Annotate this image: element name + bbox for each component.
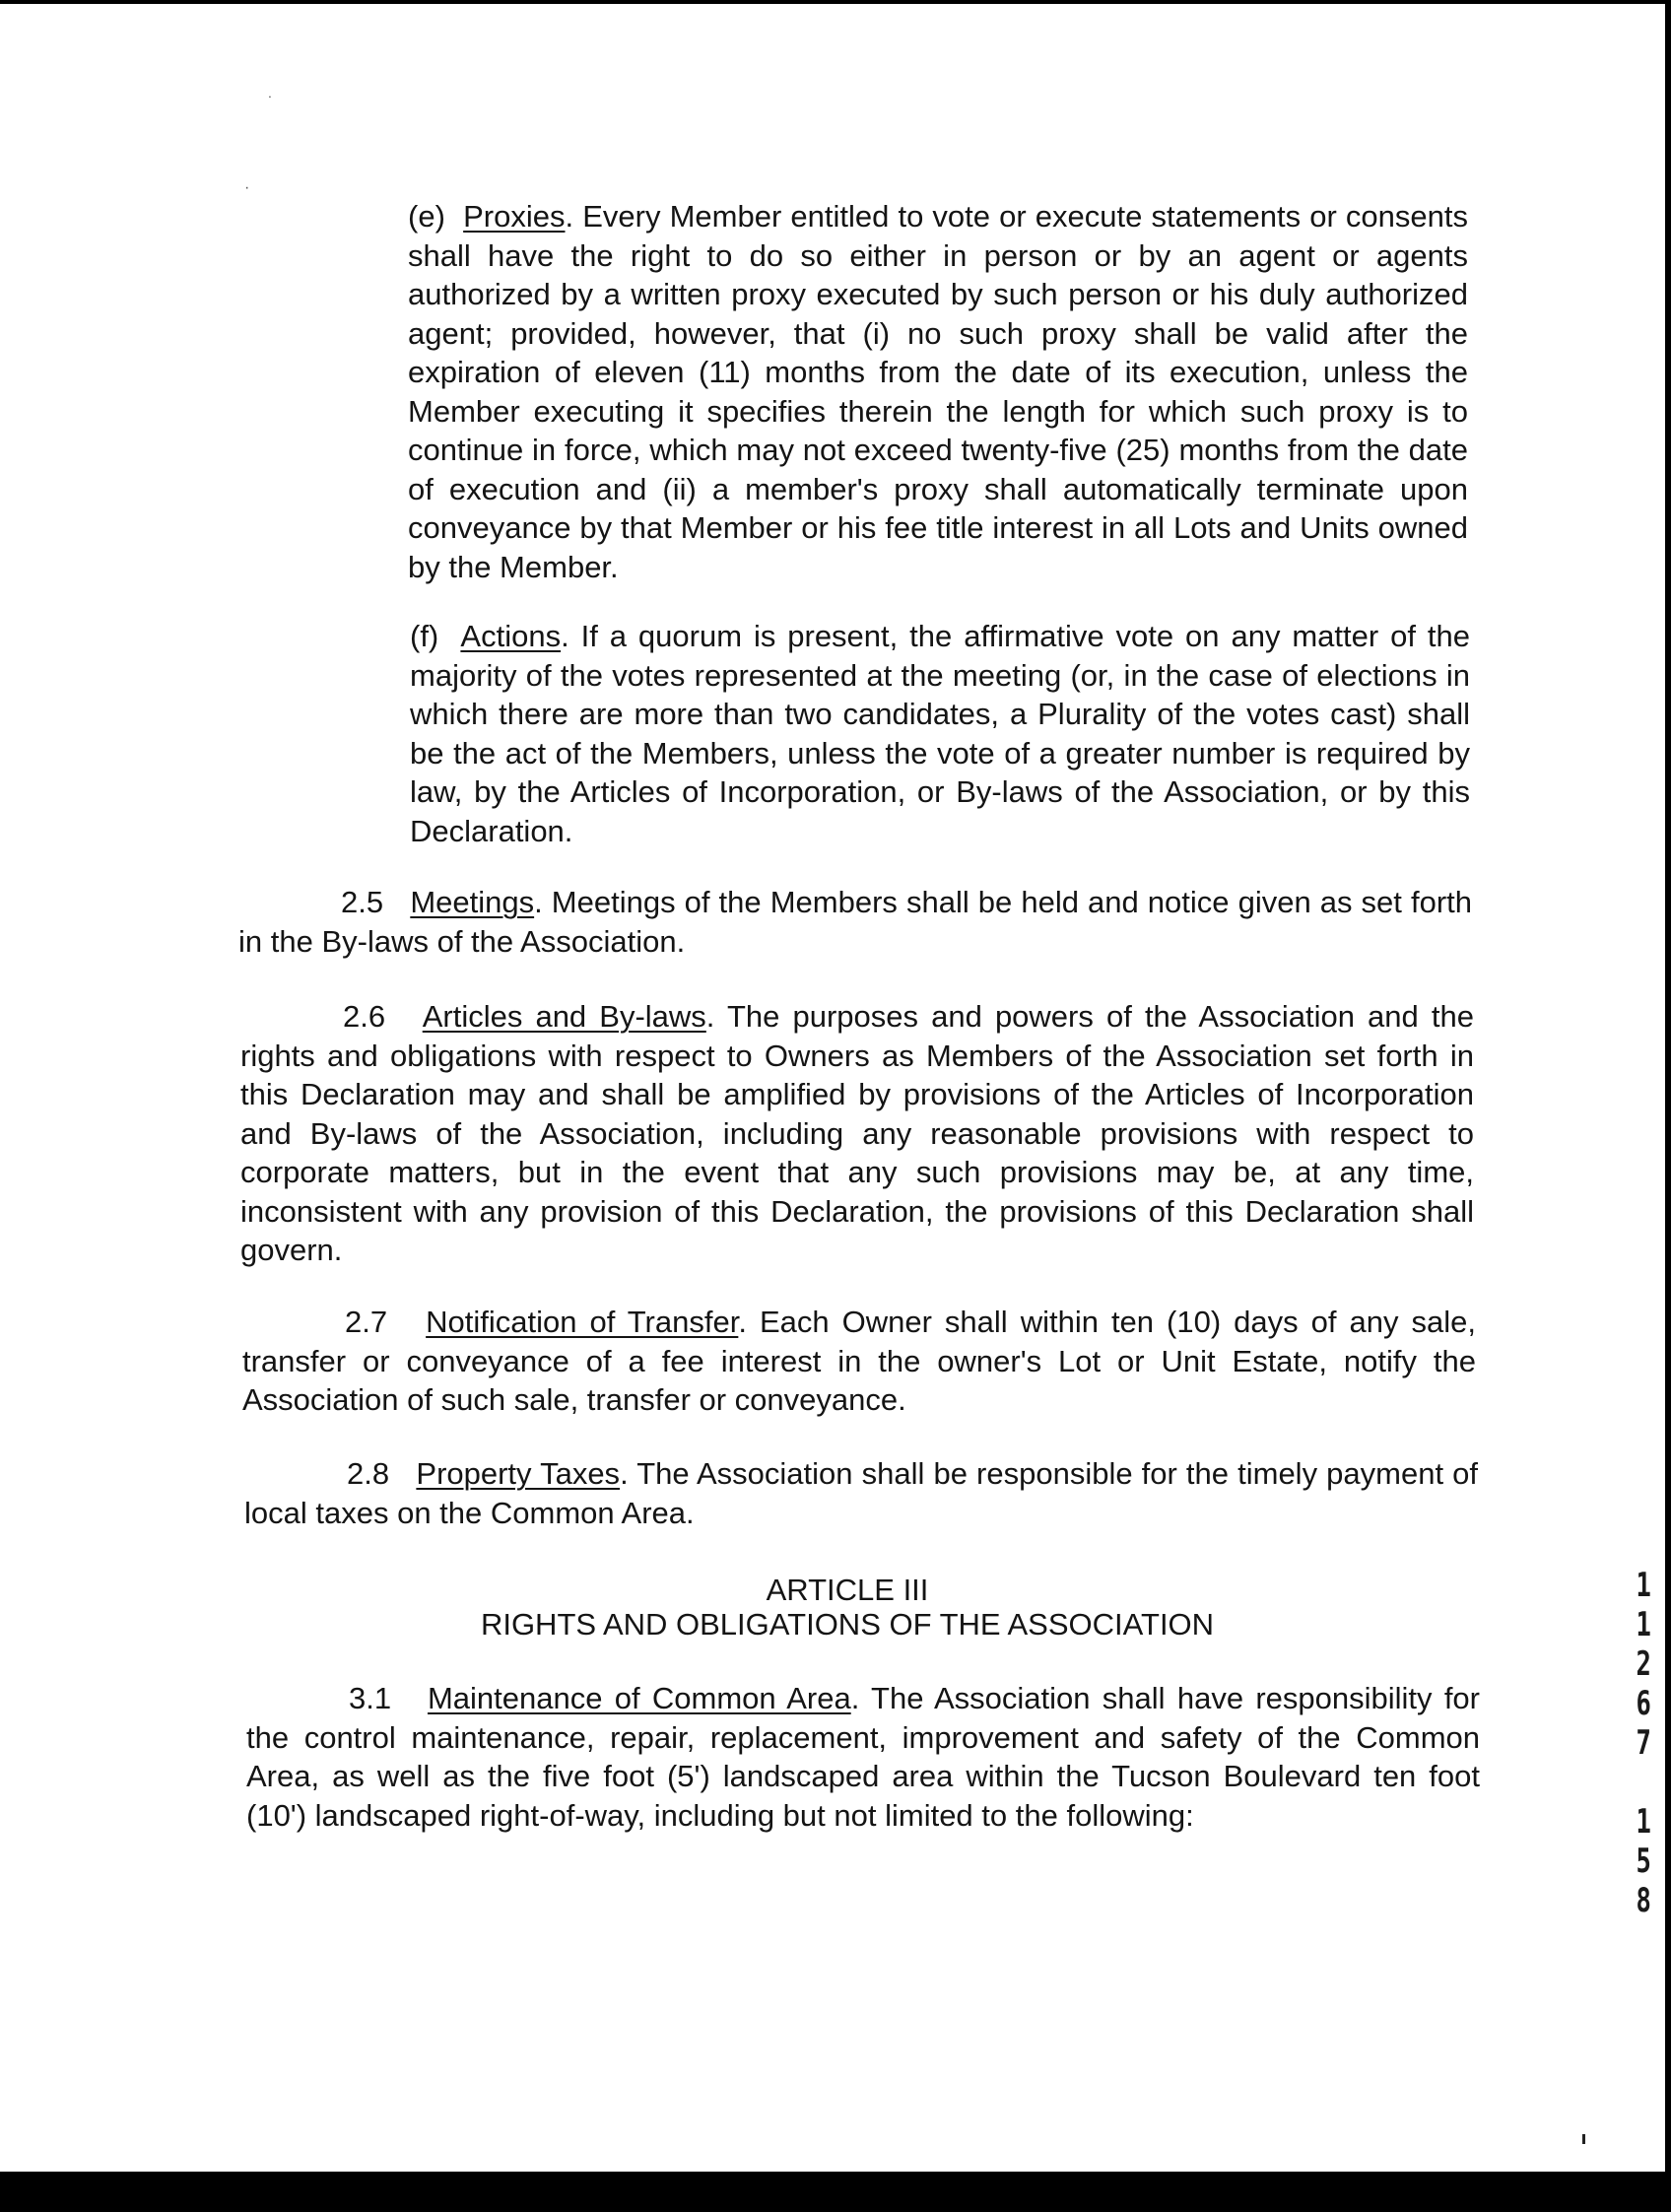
stamp-digit: 1 bbox=[1636, 1802, 1651, 1842]
section-3-1-number: 3.1 bbox=[349, 1681, 392, 1715]
section-f-text: . If a quorum is present, the affirmative vote on any matter of the majority of the votes represented at the meeting (or, in the case of elections in which there are more than two candidates, a Plurality of the votes cast) shall be the act of the Members, unless the vote of a greater number is required by law, by the Articles of Incorporation, or By-laws of the Association, or by this Declaration. bbox=[410, 619, 1471, 848]
section-2-5-text: . Meetings of the Members shall be held and notice given as set forth in the By-laws of the Association. bbox=[238, 885, 1473, 959]
scan-edge-mark bbox=[1582, 2134, 1585, 2144]
section-2-6-text: . The purposes and powers of the Association and the rights and obligations with respect to Owners as Members of the Association set forth in this Declaration may and shall be amplified by provisions of the Articles of Incorporation and By-laws of the Association, including any reasonable provisions with respect to corporate matters, but in the event that any such provisions may be, at any time, inconsistent with any provision of this Declaration, the provisions of this Declaration shall govern. bbox=[240, 999, 1474, 1267]
section-2-6-heading: Articles and By-laws bbox=[422, 999, 706, 1034]
section-2-8-property-taxes bbox=[244, 1454, 1478, 1532]
margin-document-number-stamp bbox=[1626, 1566, 1661, 1920]
section-2-7-number: 2.7 bbox=[345, 1305, 388, 1339]
section-2-6-articles-bylaws bbox=[240, 997, 1474, 1270]
section-2-5-number: 2.5 bbox=[341, 885, 384, 919]
document-page bbox=[0, 4, 1665, 2172]
stamp-digit: 8 bbox=[1636, 1881, 1651, 1920]
section-2-7-heading: Notification of Transfer bbox=[426, 1305, 739, 1339]
section-3-1-text: . The Association shall have responsibility for the control maintenance, repair, replacement, improvement and safety of the Common Area, as well as the five foot (5') landscaped area within the Tucson Boulevard ten foot (10') landscaped right-of-way, including but not limited to the following: bbox=[246, 1681, 1480, 1833]
stamp-digit: 5 bbox=[1636, 1842, 1651, 1881]
section-2-5-heading: Meetings bbox=[410, 885, 535, 919]
section-f-heading: Actions bbox=[460, 619, 562, 653]
section-2-6-number: 2.6 bbox=[343, 999, 386, 1034]
stamp-digit: 7 bbox=[1636, 1723, 1651, 1763]
stamp-digit: 6 bbox=[1636, 1684, 1651, 1723]
section-3-1-heading: Maintenance of Common Area bbox=[427, 1681, 851, 1715]
article-title: RIGHTS AND OBLIGATIONS OF THE ASSOCIATION bbox=[480, 1607, 1215, 1642]
section-e-tag: (e) bbox=[408, 199, 445, 234]
section-f-actions bbox=[410, 617, 1470, 850]
section-3-1-maintenance bbox=[246, 1679, 1480, 1835]
article-number: ARTICLE III bbox=[766, 1573, 929, 1607]
section-2-8-heading: Property Taxes bbox=[416, 1456, 621, 1491]
section-e-proxies bbox=[408, 197, 1468, 586]
section-e-text: . Every Member entitled to vote or execute statements or consents shall have the right to do so either in person or by an agent or agents authorized by a written proxy executed by such person or his duly authorized agent; provided, however, that (i) no such proxy shall be valid after the expiration of eleven (11) months from the date of its execution, unless the Member executing it specifies therein the length for which such proxy is to continue in force, which may not exceed twenty-five (25) months from the date of execution and (ii) a member's proxy shall automatically terminate upon conveyance by that Member or his fee title interest in all Lots and Units owned by the Member. bbox=[408, 199, 1468, 584]
section-2-8-text: . The Association shall be responsible for the timely payment of local taxes on the Common Area. bbox=[244, 1456, 1478, 1530]
section-2-7-text: . Each Owner shall within ten (10) days of any sale, transfer or conveyance of a fee interest in the owner's Lot or Unit Estate, notify the Association of such sale, transfer or conveyance. bbox=[242, 1305, 1476, 1417]
section-f-tag: (f) bbox=[410, 619, 439, 653]
section-2-8-number: 2.8 bbox=[347, 1456, 390, 1491]
stray-mark: · bbox=[244, 179, 250, 196]
stray-mark: ˙ bbox=[268, 95, 274, 111]
section-e-heading: Proxies bbox=[463, 199, 566, 234]
section-2-7-notification bbox=[242, 1303, 1476, 1420]
stamp-digit: 1 bbox=[1636, 1566, 1651, 1605]
stamp-digit: 2 bbox=[1636, 1644, 1651, 1684]
stamp-digit: 1 bbox=[1636, 1605, 1651, 1644]
section-2-5-meetings bbox=[238, 883, 1472, 961]
